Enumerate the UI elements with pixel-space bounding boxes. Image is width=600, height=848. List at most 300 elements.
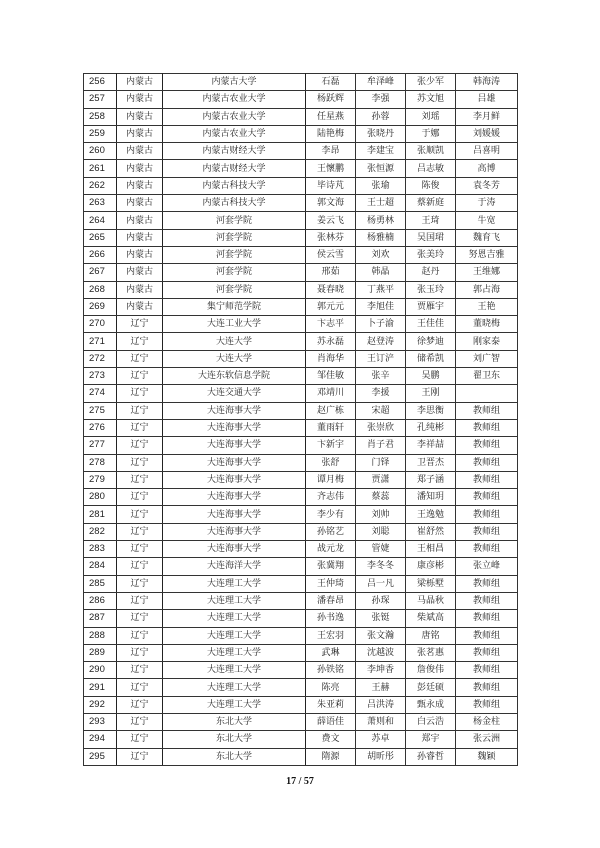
row-number-cell: 282 — [84, 523, 117, 540]
member-1-cell: 费文 — [306, 731, 356, 748]
member-2-cell: 杨雅楠 — [356, 229, 406, 246]
province-cell: 辽宁 — [117, 350, 163, 367]
school-cell: 大连海事大学 — [163, 541, 306, 558]
advisor-cell: 郭占海 — [456, 281, 518, 298]
member-1-cell: 卞志平 — [306, 316, 356, 333]
school-cell: 内蒙古财经大学 — [163, 143, 306, 160]
member-3-cell: 李祥喆 — [406, 437, 456, 454]
advisor-cell: 教师组 — [456, 627, 518, 644]
member-2-cell: 张辛 — [356, 368, 406, 385]
province-cell: 内蒙古 — [117, 160, 163, 177]
member-1-cell: 毕诗芃 — [306, 177, 356, 194]
member-2-cell: 贾潇 — [356, 471, 406, 488]
province-cell: 内蒙古 — [117, 264, 163, 281]
row-number-cell: 260 — [84, 143, 117, 160]
member-3-cell: 孙睿哲 — [406, 748, 456, 765]
school-cell: 内蒙古大学 — [163, 74, 306, 91]
row-number-cell: 269 — [84, 298, 117, 315]
table-row — [84, 506, 518, 523]
province-cell: 辽宁 — [117, 489, 163, 506]
school-cell: 内蒙古农业大学 — [163, 125, 306, 142]
row-number-cell: 268 — [84, 281, 117, 298]
member-2-cell: 吕一凡 — [356, 575, 406, 592]
member-3-cell: 李思衡 — [406, 402, 456, 419]
member-3-cell: 马晶秋 — [406, 592, 456, 609]
advisor-cell: 张云洲 — [456, 731, 518, 748]
table-row — [84, 713, 518, 730]
member-1-cell: 薛语佳 — [306, 713, 356, 730]
row-number-cell: 292 — [84, 696, 117, 713]
member-2-cell: 肖子君 — [356, 437, 406, 454]
row-number-cell: 289 — [84, 644, 117, 661]
province-cell: 辽宁 — [117, 541, 163, 558]
table-row — [84, 731, 518, 748]
member-3-cell: 储希凯 — [406, 350, 456, 367]
province-cell: 内蒙古 — [117, 246, 163, 263]
member-1-cell: 杨跃辉 — [306, 91, 356, 108]
province-cell: 内蒙古 — [117, 229, 163, 246]
member-2-cell: 李强 — [356, 91, 406, 108]
table-row — [84, 679, 518, 696]
member-1-cell: 邢茹 — [306, 264, 356, 281]
province-cell: 辽宁 — [117, 610, 163, 627]
member-2-cell: 萧则和 — [356, 713, 406, 730]
row-number-cell: 291 — [84, 679, 117, 696]
member-3-cell: 王琦 — [406, 212, 456, 229]
member-3-cell: 赵丹 — [406, 264, 456, 281]
member-3-cell: 白云浩 — [406, 713, 456, 730]
member-1-cell: 董雨轩 — [306, 419, 356, 436]
row-number-cell: 259 — [84, 125, 117, 142]
row-number-cell: 276 — [84, 419, 117, 436]
province-cell: 辽宁 — [117, 748, 163, 765]
advisor-cell: 魏颖 — [456, 748, 518, 765]
member-3-cell: 徐梦迪 — [406, 333, 456, 350]
member-2-cell: 卜子渝 — [356, 316, 406, 333]
school-cell: 大连理工大学 — [163, 575, 306, 592]
table-row — [84, 246, 518, 263]
row-number-cell: 287 — [84, 610, 117, 627]
school-cell: 东北大学 — [163, 731, 306, 748]
province-cell: 内蒙古 — [117, 177, 163, 194]
row-number-cell: 284 — [84, 558, 117, 575]
table-row — [84, 471, 518, 488]
school-cell: 大连海事大学 — [163, 437, 306, 454]
member-3-cell: 甄永成 — [406, 696, 456, 713]
school-cell: 大连理工大学 — [163, 610, 306, 627]
member-3-cell: 张茗惠 — [406, 644, 456, 661]
table-row — [84, 212, 518, 229]
province-cell: 辽宁 — [117, 437, 163, 454]
row-number-cell: 274 — [84, 385, 117, 402]
row-number-cell: 270 — [84, 316, 117, 333]
advisor-cell: 教师组 — [456, 419, 518, 436]
row-number-cell: 262 — [84, 177, 117, 194]
province-cell: 内蒙古 — [117, 298, 163, 315]
member-3-cell: 彭廷硕 — [406, 679, 456, 696]
member-2-cell: 张恒源 — [356, 160, 406, 177]
member-1-cell: 姜云飞 — [306, 212, 356, 229]
row-number-cell: 264 — [84, 212, 117, 229]
table-row — [84, 419, 518, 436]
row-number-cell: 263 — [84, 195, 117, 212]
member-1-cell: 谭月梅 — [306, 471, 356, 488]
table-row — [84, 662, 518, 679]
school-cell: 大连海事大学 — [163, 471, 306, 488]
member-1-cell: 王宏羽 — [306, 627, 356, 644]
school-cell: 大连理工大学 — [163, 696, 306, 713]
province-cell: 辽宁 — [117, 454, 163, 471]
member-2-cell: 苏卓 — [356, 731, 406, 748]
table-row — [84, 229, 518, 246]
advisor-cell: 韩海涛 — [456, 74, 518, 91]
province-cell: 内蒙古 — [117, 281, 163, 298]
advisor-cell: 张立峰 — [456, 558, 518, 575]
advisor-cell: 教师组 — [456, 644, 518, 661]
member-1-cell: 张林芬 — [306, 229, 356, 246]
row-number-cell: 275 — [84, 402, 117, 419]
member-1-cell: 张冀翔 — [306, 558, 356, 575]
school-cell: 大连海事大学 — [163, 402, 306, 419]
member-2-cell: 蔡蕊 — [356, 489, 406, 506]
province-cell: 辽宁 — [117, 696, 163, 713]
member-1-cell: 齐志伟 — [306, 489, 356, 506]
school-cell: 大连理工大学 — [163, 644, 306, 661]
school-cell: 大连海事大学 — [163, 454, 306, 471]
member-3-cell: 崔舒然 — [406, 523, 456, 540]
member-2-cell: 赵登涛 — [356, 333, 406, 350]
member-3-cell: 柴斌高 — [406, 610, 456, 627]
province-cell: 内蒙古 — [117, 143, 163, 160]
province-cell: 内蒙古 — [117, 108, 163, 125]
table-row — [84, 385, 518, 402]
table-row — [84, 627, 518, 644]
member-2-cell: 张崇欣 — [356, 419, 406, 436]
member-1-cell: 郭文海 — [306, 195, 356, 212]
advisor-cell: 努恩吉雅 — [456, 246, 518, 263]
advisor-cell: 教师组 — [456, 592, 518, 609]
school-cell: 内蒙古科技大学 — [163, 195, 306, 212]
member-1-cell: 苏永磊 — [306, 333, 356, 350]
table-row — [84, 402, 518, 419]
table-row — [84, 264, 518, 281]
member-2-cell: 李援 — [356, 385, 406, 402]
province-cell: 内蒙古 — [117, 212, 163, 229]
row-number-cell: 288 — [84, 627, 117, 644]
member-3-cell: 刘瑶 — [406, 108, 456, 125]
advisor-cell: 牛宽 — [456, 212, 518, 229]
table-row — [84, 74, 518, 91]
member-3-cell: 王相昌 — [406, 541, 456, 558]
member-1-cell: 卞新宇 — [306, 437, 356, 454]
row-number-cell: 294 — [84, 731, 117, 748]
row-number-cell: 293 — [84, 713, 117, 730]
advisor-cell: 于涛 — [456, 195, 518, 212]
member-2-cell: 张瑜 — [356, 177, 406, 194]
province-cell: 辽宁 — [117, 402, 163, 419]
row-number-cell: 266 — [84, 246, 117, 263]
province-cell: 辽宁 — [117, 592, 163, 609]
school-cell: 内蒙古科技大学 — [163, 177, 306, 194]
school-cell: 大连工业大学 — [163, 316, 306, 333]
member-2-cell: 孙蓉 — [356, 108, 406, 125]
school-cell: 河套学院 — [163, 229, 306, 246]
province-cell: 辽宁 — [117, 713, 163, 730]
province-cell: 辽宁 — [117, 644, 163, 661]
table-row — [84, 592, 518, 609]
table-row — [84, 748, 518, 765]
row-number-cell: 278 — [84, 454, 117, 471]
advisor-cell: 刘媛媛 — [456, 125, 518, 142]
member-3-cell: 郑宇 — [406, 731, 456, 748]
member-3-cell: 吴鹏 — [406, 368, 456, 385]
member-1-cell: 侯云雪 — [306, 246, 356, 263]
member-3-cell: 王佳佳 — [406, 316, 456, 333]
school-cell: 大连交通大学 — [163, 385, 306, 402]
member-1-cell: 陆艳梅 — [306, 125, 356, 142]
member-1-cell: 武琳 — [306, 644, 356, 661]
member-1-cell: 李少有 — [306, 506, 356, 523]
table-row — [84, 437, 518, 454]
advisor-cell: 教师组 — [456, 437, 518, 454]
member-3-cell: 唐铭 — [406, 627, 456, 644]
member-1-cell: 张舒 — [306, 454, 356, 471]
member-1-cell: 石磊 — [306, 74, 356, 91]
member-3-cell: 蔡新庭 — [406, 195, 456, 212]
member-1-cell: 王仲琦 — [306, 575, 356, 592]
row-number-cell: 286 — [84, 592, 117, 609]
province-cell: 辽宁 — [117, 731, 163, 748]
member-3-cell: 张顺凯 — [406, 143, 456, 160]
advisor-cell: 董晓梅 — [456, 316, 518, 333]
school-cell: 内蒙古财经大学 — [163, 160, 306, 177]
table-row — [84, 350, 518, 367]
advisor-cell: 教师组 — [456, 402, 518, 419]
table-row — [84, 696, 518, 713]
member-1-cell: 孙铁铭 — [306, 662, 356, 679]
school-cell: 东北大学 — [163, 748, 306, 765]
advisor-cell: 王艳 — [456, 298, 518, 315]
school-cell: 河套学院 — [163, 212, 306, 229]
row-number-cell: 271 — [84, 333, 117, 350]
member-1-cell: 任星燕 — [306, 108, 356, 125]
advisor-cell: 教师组 — [456, 679, 518, 696]
province-cell: 辽宁 — [117, 368, 163, 385]
member-2-cell: 胡昕彤 — [356, 748, 406, 765]
school-cell: 大连海事大学 — [163, 523, 306, 540]
province-cell: 辽宁 — [117, 627, 163, 644]
row-number-cell: 256 — [84, 74, 117, 91]
table-row — [84, 523, 518, 540]
table-row — [84, 368, 518, 385]
advisor-cell: 刚家泰 — [456, 333, 518, 350]
member-3-cell: 张少军 — [406, 74, 456, 91]
member-3-cell: 吴国珺 — [406, 229, 456, 246]
member-2-cell: 王士超 — [356, 195, 406, 212]
advisor-cell — [456, 385, 518, 402]
school-cell: 内蒙古农业大学 — [163, 91, 306, 108]
table-row — [84, 143, 518, 160]
member-2-cell: 李旭佳 — [356, 298, 406, 315]
table-row — [84, 108, 518, 125]
table-row — [84, 541, 518, 558]
school-cell: 大连理工大学 — [163, 627, 306, 644]
member-2-cell: 孙琛 — [356, 592, 406, 609]
member-2-cell: 吕洪涛 — [356, 696, 406, 713]
table-body — [84, 74, 518, 766]
table-row — [84, 610, 518, 627]
row-number-cell: 261 — [84, 160, 117, 177]
member-3-cell: 梁栎墅 — [406, 575, 456, 592]
province-cell: 内蒙古 — [117, 125, 163, 142]
table-row — [84, 91, 518, 108]
province-cell: 辽宁 — [117, 662, 163, 679]
advisor-cell: 教师组 — [456, 454, 518, 471]
member-1-cell: 王懷鹏 — [306, 160, 356, 177]
member-3-cell: 于娜 — [406, 125, 456, 142]
advisor-cell: 教师组 — [456, 575, 518, 592]
member-1-cell: 李昂 — [306, 143, 356, 160]
member-3-cell: 王刚 — [406, 385, 456, 402]
advisor-cell: 吕喜明 — [456, 143, 518, 160]
school-cell: 大连大学 — [163, 350, 306, 367]
table-row — [84, 316, 518, 333]
province-cell: 内蒙古 — [117, 91, 163, 108]
table-row — [84, 298, 518, 315]
member-3-cell: 卫晋杰 — [406, 454, 456, 471]
province-cell: 辽宁 — [117, 679, 163, 696]
member-1-cell: 孙铭艺 — [306, 523, 356, 540]
member-3-cell: 王逸勉 — [406, 506, 456, 523]
member-2-cell: 牟泽峰 — [356, 74, 406, 91]
member-2-cell: 刘帅 — [356, 506, 406, 523]
member-1-cell: 赵广栋 — [306, 402, 356, 419]
member-1-cell: 肖海华 — [306, 350, 356, 367]
member-2-cell: 张文瀚 — [356, 627, 406, 644]
province-cell: 辽宁 — [117, 333, 163, 350]
advisor-cell: 杨金柱 — [456, 713, 518, 730]
province-cell: 内蒙古 — [117, 74, 163, 91]
school-cell: 河套学院 — [163, 246, 306, 263]
member-2-cell: 宋超 — [356, 402, 406, 419]
advisor-cell: 袁冬芳 — [456, 177, 518, 194]
advisor-cell: 刘广智 — [456, 350, 518, 367]
school-cell: 大连海事大学 — [163, 419, 306, 436]
member-2-cell: 王赫 — [356, 679, 406, 696]
province-cell: 辽宁 — [117, 316, 163, 333]
member-3-cell: 张美玲 — [406, 246, 456, 263]
member-3-cell: 康彦彬 — [406, 558, 456, 575]
school-cell: 大连理工大学 — [163, 662, 306, 679]
row-number-cell: 279 — [84, 471, 117, 488]
member-2-cell: 李坤香 — [356, 662, 406, 679]
advisor-cell: 教师组 — [456, 696, 518, 713]
member-2-cell: 杨勇林 — [356, 212, 406, 229]
province-cell: 辽宁 — [117, 419, 163, 436]
row-number-cell: 272 — [84, 350, 117, 367]
member-1-cell: 潘春昂 — [306, 592, 356, 609]
member-3-cell: 苏文旭 — [406, 91, 456, 108]
row-number-cell: 258 — [84, 108, 117, 125]
member-1-cell: 隋源 — [306, 748, 356, 765]
row-number-cell: 257 — [84, 91, 117, 108]
member-2-cell: 张铤 — [356, 610, 406, 627]
advisor-cell: 高博 — [456, 160, 518, 177]
table-row — [84, 195, 518, 212]
row-number-cell: 267 — [84, 264, 117, 281]
member-1-cell: 郭元元 — [306, 298, 356, 315]
member-3-cell: 陈俊 — [406, 177, 456, 194]
school-cell: 集宁师范学院 — [163, 298, 306, 315]
row-number-cell: 265 — [84, 229, 117, 246]
row-number-cell: 295 — [84, 748, 117, 765]
member-3-cell: 张玉玲 — [406, 281, 456, 298]
province-cell: 内蒙古 — [117, 195, 163, 212]
province-cell: 辽宁 — [117, 575, 163, 592]
member-1-cell: 聂春晓 — [306, 281, 356, 298]
member-2-cell: 李建宝 — [356, 143, 406, 160]
table-row — [84, 160, 518, 177]
member-2-cell: 王订浐 — [356, 350, 406, 367]
school-cell: 大连海事大学 — [163, 489, 306, 506]
school-cell: 大连理工大学 — [163, 679, 306, 696]
table-row — [84, 125, 518, 142]
member-2-cell: 李冬冬 — [356, 558, 406, 575]
member-1-cell: 邹佳敏 — [306, 368, 356, 385]
member-3-cell: 郑子涵 — [406, 471, 456, 488]
table-row — [84, 575, 518, 592]
table-row — [84, 644, 518, 661]
advisor-cell: 翟卫东 — [456, 368, 518, 385]
advisor-cell: 王维娜 — [456, 264, 518, 281]
table-row — [84, 489, 518, 506]
school-cell: 大连大学 — [163, 333, 306, 350]
advisor-cell: 李月鲜 — [456, 108, 518, 125]
province-cell: 辽宁 — [117, 558, 163, 575]
member-3-cell: 孔纯彬 — [406, 419, 456, 436]
member-1-cell: 战元龙 — [306, 541, 356, 558]
advisor-cell: 教师组 — [456, 471, 518, 488]
member-3-cell: 潘知玥 — [406, 489, 456, 506]
province-cell: 辽宁 — [117, 385, 163, 402]
advisor-cell: 教师组 — [456, 489, 518, 506]
row-number-cell: 281 — [84, 506, 117, 523]
school-cell: 东北大学 — [163, 713, 306, 730]
school-cell: 大连海事大学 — [163, 506, 306, 523]
member-3-cell: 贾雁宇 — [406, 298, 456, 315]
advisor-cell: 教师组 — [456, 610, 518, 627]
table-row — [84, 333, 518, 350]
school-cell: 河套学院 — [163, 281, 306, 298]
table-row — [84, 177, 518, 194]
school-cell: 大连理工大学 — [163, 592, 306, 609]
table-row — [84, 454, 518, 471]
member-1-cell: 孙书逸 — [306, 610, 356, 627]
province-cell: 辽宁 — [117, 523, 163, 540]
row-number-cell: 285 — [84, 575, 117, 592]
school-cell: 内蒙古农业大学 — [163, 108, 306, 125]
school-cell: 大连海洋大学 — [163, 558, 306, 575]
member-2-cell: 韩晶 — [356, 264, 406, 281]
member-3-cell: 吕志敏 — [406, 160, 456, 177]
advisor-cell: 教师组 — [456, 541, 518, 558]
province-cell: 辽宁 — [117, 471, 163, 488]
member-2-cell: 门铎 — [356, 454, 406, 471]
row-number-cell: 273 — [84, 368, 117, 385]
registration-table — [83, 73, 518, 766]
member-2-cell: 刘欢 — [356, 246, 406, 263]
table-row — [84, 558, 518, 575]
